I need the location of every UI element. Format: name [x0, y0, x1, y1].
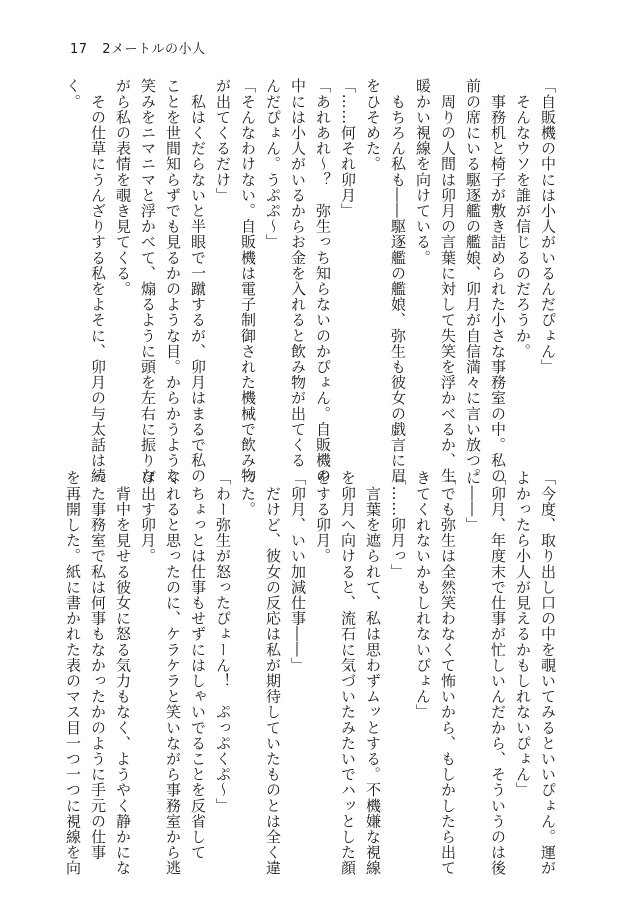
text-line: そんなウソを誰が信じるのだろうか。 — [514, 78, 532, 359]
text-line: った。 — [239, 470, 257, 517]
text-line: くれると思ったのに、ケラケラと笑いながら事務室から逃 — [164, 470, 182, 876]
text-line: 周りの人間は卯月の言葉に対して失笑を浮かべるか、生 — [439, 78, 457, 484]
text-line: その仕草にうんざりする私をよそに、卯月の与太話は続 — [89, 78, 107, 484]
text-line: きてくれないかもしれないぴょん」 — [414, 470, 432, 720]
text-line: げ出す卯月。 — [139, 470, 157, 564]
text-line: を再開した。紙に書かれた表のマス目一つ一つに視線を向 — [64, 470, 82, 876]
text-line: 事務机と椅子が敷き詰められた小さな事務室の中。私の — [489, 78, 507, 484]
text-line: 「……卯月っ」 — [389, 470, 407, 580]
text-line: った事務室で私は何事もなかったかのように手元の仕事 — [89, 470, 107, 860]
text-line: ことを世間知らずでも見るかのような目。からかうような — [164, 78, 182, 484]
text-line: 笑みをニマニマと浮かべて、煽るように頭を左右に振りな — [139, 78, 157, 484]
text-line: 「卯月、年度末で仕事が忙しいんだから、そういうのは後 — [489, 470, 507, 876]
text-line: 前の席にいる駆逐艦の艦娘、卯月が自信満々に言い放つ。 — [464, 78, 482, 484]
text-line: 私はくだらないと半眼で一蹴するが、卯月はまるで私の — [189, 78, 207, 484]
text-line: 「あれあれ〜？ 弥生っち知らないのかぴょん。自販機の — [314, 78, 332, 484]
text-line: 「……何それ卯月」 — [339, 78, 357, 219]
text-line: 言葉を遮られて、私は思わずムッとする。不機嫌な視線 — [364, 470, 382, 876]
text-line: んだぴょん。うぷぷ〜」 — [264, 78, 282, 250]
running-header — [70, 38, 205, 57]
text-line: 「今度、取り出し口の中を覗いてみるといいぴょん。運が — [539, 470, 557, 876]
text-line: をひそめた。 — [364, 78, 382, 172]
text-line: もちろん私も――駆逐艦の艦娘、弥生も彼女の戯言に眉 — [389, 78, 407, 484]
text-block-lower — [64, 470, 560, 876]
text-line: が出てくるだけ」 — [214, 78, 232, 203]
text-line: 暖かい視線を向けている。 — [414, 78, 432, 266]
text-block-upper — [64, 78, 560, 484]
text-line: を卯月へ向けると、流石に気づいたみたいでハッとした顔 — [339, 470, 357, 876]
chapter-title: 2メートルの小人 — [102, 42, 206, 57]
text-line: 背中を見せる彼女に怒る気力もなく、ようやく静かにな — [114, 470, 132, 876]
text-line: ちょっとは仕事もせずにはしゃいでることを反省して — [189, 470, 207, 860]
text-line: よかったら小人が見えるかもしれないぴょん」 — [514, 470, 532, 798]
text-line: 「わー弥生が怒ったぴょーん！ ぷっぷくぷ〜」 — [214, 470, 232, 814]
text-line: に――」 — [464, 470, 482, 533]
text-line: 中には小人がいるからお金を入れると飲み物が出てくる — [289, 78, 307, 468]
text-line: 「そんなわけない。自販機は電子制御された機械で飲み物 — [239, 78, 257, 484]
text-line: 「自販機の中には小人がいるんだぴょん」 — [539, 78, 557, 375]
text-line: がら私の表情を覗き見てくる。 — [114, 78, 132, 297]
text-line: をする卯月。 — [314, 470, 332, 564]
text-line: 「でも弥生は全然笑わなくて怖いから、もしかしたら出て — [439, 470, 457, 876]
text-line: だけど、彼女の反応は私が期待していたものとは全く違 — [264, 470, 282, 876]
text-line: く。 — [64, 78, 82, 110]
page-number: 17 — [70, 42, 88, 57]
text-line: 「卯月、いい加減仕事――」 — [289, 470, 307, 673]
